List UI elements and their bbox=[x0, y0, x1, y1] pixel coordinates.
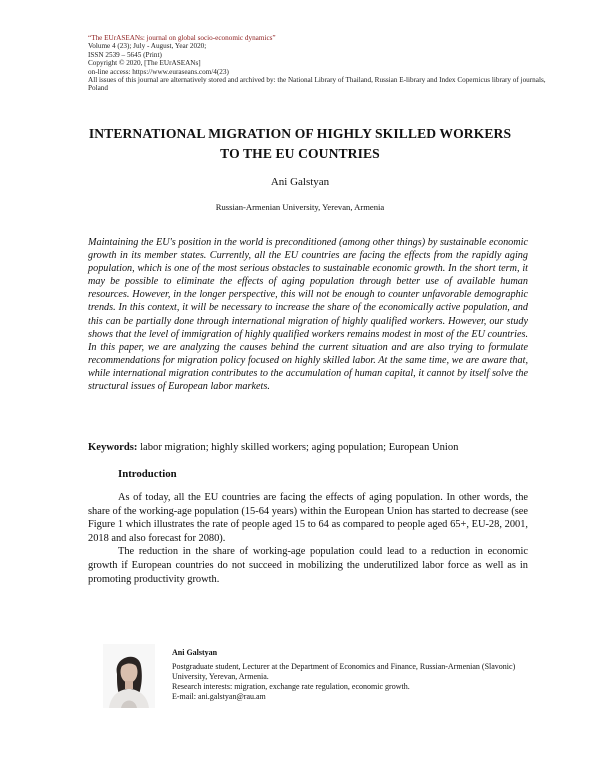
journal-header bbox=[88, 34, 548, 93]
volume-info: Volume 4 (23); July - August, Year 2020; bbox=[88, 42, 207, 51]
paper-title bbox=[60, 124, 540, 164]
online-access: on-line access: https://www.euraseans.com/4(23) bbox=[88, 67, 229, 76]
paragraph-2: The reduction in the share of working-age population could lead to a reduction in economic growth if European countries do not succeed in mobilizing the underutilized labor force as well as in promoting productivity growth. bbox=[88, 546, 528, 585]
abstract: Maintaining the EU's position in the world is preconditioned (among other things) by sustainable economic growth in its member states. Currently, all the EU countries are facing the effects from the rapidly aging population, which is one of the most serious obstacles to sustainable economic growth. In the short term, it may be possible to eliminate the effects of aging population through better use of available human resources. However, in the longer perspective, this will not be enough to counter unfavorable demographic trends. In this context, it will be necessary to increase the share of the economically active population, and this can be partially done through international migration of highly qualified workers. However, our study shows that the level of immigration of highly qualified workers remains modest in most of the EU countries. In this paper, we are analyzing the causes behind the current situation and are also trying to formulate recommendations for migration policy focused on highly skilled labor. At the same time, we are aware that, while international migration contributes to the accumulation of human capital, it cannot by itself solve the structural issues of European labor markets. bbox=[88, 237, 528, 393]
keywords-list: labor migration; highly skilled workers; aging population; European Union bbox=[140, 442, 459, 453]
keywords-label: Keywords: bbox=[88, 442, 138, 453]
bio-author-name: Ani Galstyan bbox=[172, 648, 218, 657]
author-portrait-icon bbox=[103, 644, 155, 708]
paragraph-1: As of today, all the EU countries are facing the effects of aging population. In other words, the share of the working-age population (15-64 years) within the European Union has started to decrease (see Figure 1 which illustrates the rate of people aged 15 to 64 as compared to people aged 65+, EU-28, 2001, 2018 and also forecast for 2080). bbox=[88, 492, 528, 544]
bio-interests: Research interests: migration, exchange rate regulation, economic growth. bbox=[172, 682, 410, 691]
bio-email: E-mail: ani.galstyan@rau.am bbox=[172, 692, 266, 701]
issn: ISSN 2539 – 5645 (Print) bbox=[88, 50, 162, 59]
section-heading-introduction: Introduction bbox=[118, 468, 177, 480]
affiliation: Russian-Armenian University, Yerevan, Armenia bbox=[215, 202, 385, 212]
keywords bbox=[88, 442, 528, 453]
author-photo bbox=[103, 644, 155, 708]
author-bio bbox=[172, 662, 542, 702]
title-line-2: TO THE EU COUNTRIES bbox=[220, 146, 380, 161]
body-text bbox=[88, 491, 528, 586]
bio-position: Postgraduate student, Lecturer at the Department of Economics and Finance, Russian-Armenian (Slavonic) University, Yerevan, Armenia. bbox=[172, 662, 516, 681]
author-name: Ani Galstyan bbox=[270, 176, 330, 188]
title-line-1: INTERNATIONAL MIGRATION OF HIGHLY SKILLED WORKERS bbox=[88, 126, 512, 141]
copyright: Copyright © 2020, [The EUrASEANs] bbox=[88, 59, 201, 68]
journal-name: “The EUrASEANs: journal on global socio-economic dynamics” bbox=[88, 34, 276, 42]
archive-note: All issues of this journal are alternatively stored and archived by: the National Library of Thailand, Russian E-library and Index Copernicus library of journals, Poland bbox=[88, 76, 546, 93]
